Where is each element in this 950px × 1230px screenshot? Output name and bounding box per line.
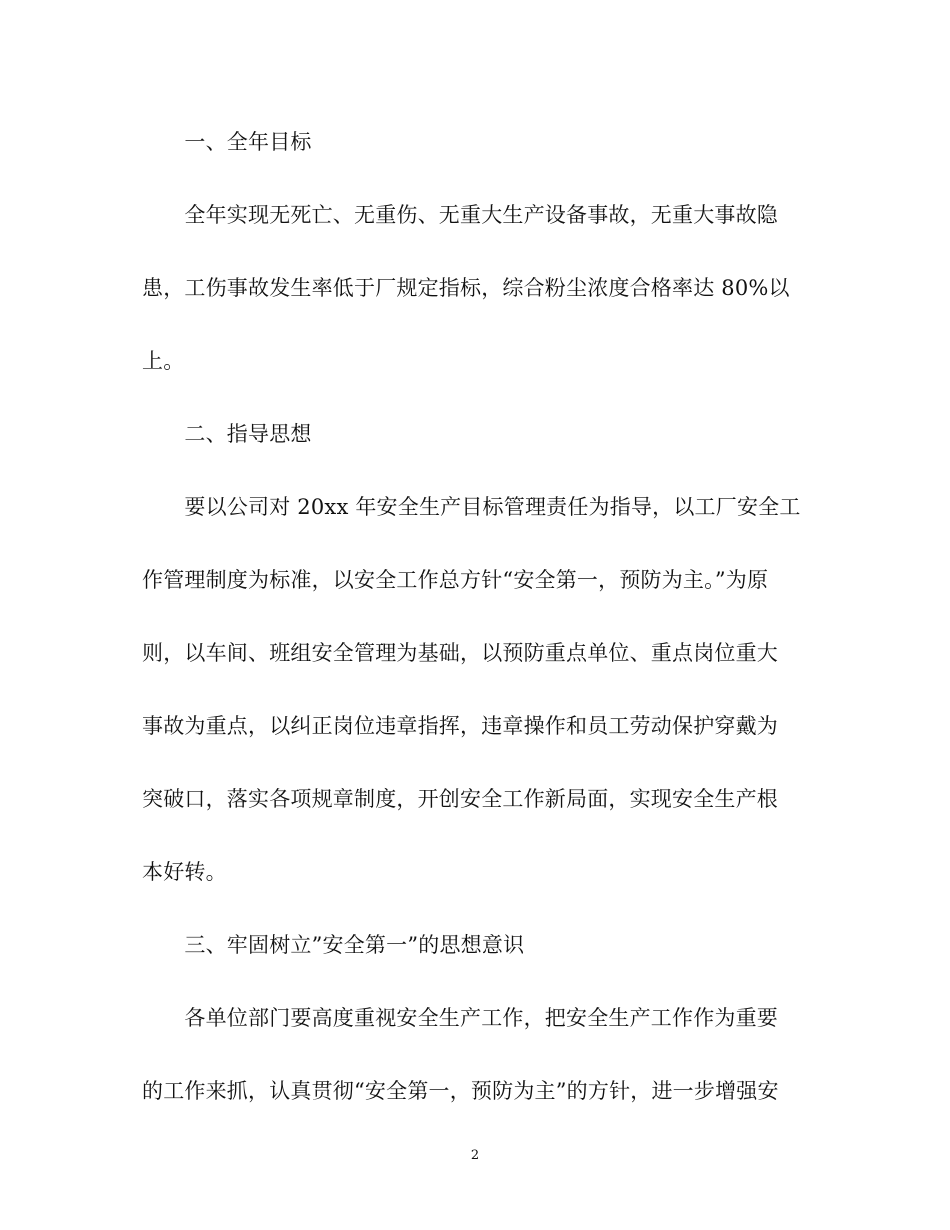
paragraph-line: 事故为重点，以纠正岗位违章指挥，违章操作和员工劳动保护穿戴为: [142, 714, 778, 738]
section-heading-safety-awareness: 三、牢固树立”安全第一”的思想意识: [142, 933, 525, 957]
paragraph-line: 本好转。: [142, 860, 227, 884]
section-heading-annual-goals: 一、全年目标: [142, 130, 312, 154]
paragraph-line: 患，工伤事故发生率低于厂规定指标，综合粉尘浓度合格率达 80%以: [142, 276, 790, 300]
section-heading-guiding-ideology: 二、指导思想: [142, 422, 312, 446]
paragraph-line: 全年实现无死亡、无重伤、无重大生产设备事故，无重大事故隐: [142, 203, 778, 227]
paragraph-line: 要以公司对 20xx 年安全生产目标管理责任为指导，以工厂安全工: [142, 495, 801, 519]
page-number: 2: [470, 1148, 480, 1163]
paragraph-line: 作管理制度为标准，以安全工作总方针“安全第一，预防为主。”为原: [142, 568, 769, 592]
paragraph-line: 突破口，落实各项规章制度，开创安全工作新局面，实现安全生产根: [142, 787, 778, 811]
paragraph-line: 上。: [142, 349, 185, 373]
paragraph-line: 各单位部门要高度重视安全生产工作，把安全生产工作作为重要: [142, 1006, 778, 1030]
paragraph-line: 则，以车间、班组安全管理为基础，以预防重点单位、重点岗位重大: [142, 641, 778, 665]
paragraph-line: 的工作来抓，认真贯彻“安全第一，预防为主”的方针，进一步增强安: [142, 1079, 779, 1103]
